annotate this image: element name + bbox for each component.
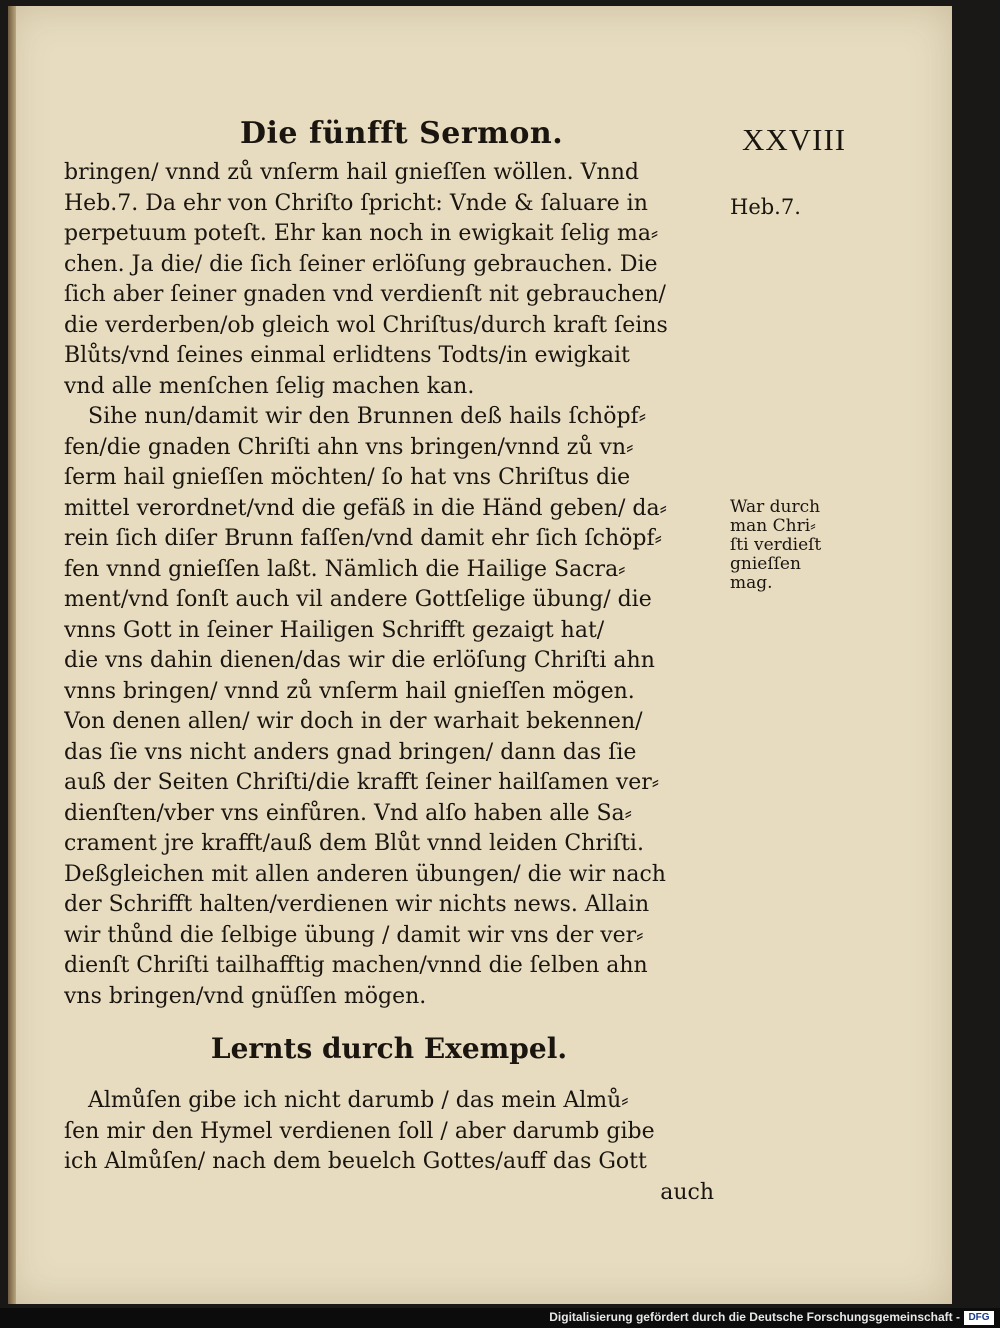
page-gutter-edge — [8, 6, 16, 1304]
section-heading: Lernts durch Exempel. — [210, 1032, 568, 1065]
text-line: fen vnnd gnieſſen laßt. Nämlich die Hailige Sacra⸗ — [64, 556, 626, 582]
text-line: Blůts/vnd ſeines einmal erlidtens Todts/in ewigkait — [64, 343, 630, 368]
text-line: vnd alle menſchen ſelig machen kan. — [64, 373, 475, 399]
text-line: fen/die gnaden Chriſti ahn vns bringen/vnnd zů vn⸗ — [64, 434, 634, 460]
text-line: der Schrifft halten/verdienen wir nichts news. Allain — [64, 892, 650, 917]
text-line: vnns bringen/ vnnd zů vnſerm hail gnieſſen mögen. — [64, 678, 635, 704]
marginal-note-line: ſti verdieſt — [730, 535, 822, 555]
dfg-logo-icon: DFG — [964, 1311, 994, 1325]
text-line: Von denen allen/ wir doch in der warhait bekennen/ — [64, 709, 643, 734]
text-line: vnns Gott in ſeiner Hailigen Schrifft gezaigt hat/ — [64, 617, 605, 643]
text-line: dienſt Chriſti tailhafftig machen/vnnd die ſelben ahn — [64, 953, 648, 978]
text-line: Almůſen gibe ich nicht darumb / das mein Almů⸗ — [88, 1088, 629, 1113]
text-line: ich Almůſen/ nach dem beuelch Gottes/auff das Gott — [64, 1149, 647, 1174]
marginal-note-line: man Chri⸗ — [730, 516, 816, 536]
marginal-note-line: War durch — [730, 497, 821, 517]
text-line: ſich aber ſeiner gnaden vnd verdienſt nit gebrauchen/ — [64, 282, 666, 307]
text-line: auß der Seiten Chriſti/die krafft ſeiner hailſamen ver⸗ — [64, 770, 660, 795]
text-line: ſerm hail gnieſſen möchten/ ſo hat vns Chriſtus die — [64, 465, 631, 490]
text-line: ſen mir den Hymel verdienen ſoll / aber darumb gibe — [64, 1118, 655, 1144]
text-line: Heb.7. Da ehr von Chriſto ſpricht: Vnde & ſaluare in — [64, 190, 648, 216]
text-line: perpetuum poteſt. Ehr kan noch in ewigkait ſelig ma⸗ — [64, 221, 659, 246]
folio-number: XXVIII — [742, 122, 847, 157]
text-line: chen. Ja die/ die ſich ſeiner erlöſung gebrauchen. Die — [64, 251, 658, 277]
digitization-footer — [0, 1308, 1000, 1328]
marginal-note-line: mag. — [730, 573, 773, 593]
text-line: vns bringen/vnd gnüſſen mögen. — [64, 983, 427, 1009]
marginal-note — [730, 498, 840, 593]
book-page — [8, 6, 952, 1304]
marginal-reference-heb: Heb.7. — [730, 195, 801, 219]
text-line: die vns dahin dienen/das wir die erlöſung Chriſti ahn — [64, 648, 655, 673]
funding-credit: Digitalisierung gefördert durch die Deutsche Forschungsgemeinschaft - — [549, 1310, 960, 1324]
text-line: mittel verordnet/vnd die gefäß in die Händ geben/ da⸗ — [64, 495, 667, 521]
marginal-note-line: gnieſſen — [730, 554, 801, 574]
text-line: Deßgleichen mit allen anderen übungen/ die wir nach — [64, 861, 666, 887]
text-line: rein ſich diſer Brunn faſſen/vnd damit ehr ſich ſchöpf⸗ — [64, 526, 662, 551]
text-line: wir thůnd die ſelbige übung / damit wir vns der ver⸗ — [64, 922, 644, 948]
text-line: dienſten/vber vns einfůren. Vnd alſo haben alle Sa⸗ — [64, 800, 632, 826]
text-line: die verderben/ob gleich wol Chriſtus/durch kraft ſeins — [64, 312, 668, 338]
text-line: Sihe nun/damit wir den Brunnen deß hails ſchöpf⸗ — [88, 404, 647, 429]
text-line: crament jre krafft/auß dem Blůt vnnd leiden Chriſti. — [64, 831, 644, 856]
text-line: ment/vnd ſonſt auch vil andere Gottſelige übung/ die — [64, 587, 652, 612]
main-text-block — [64, 158, 744, 1208]
catchword: auch — [660, 1179, 714, 1205]
text-line: das ſie vns nicht anders gnad bringen/ dann das ſie — [64, 739, 637, 765]
running-head-title: Die fünfft Sermon. — [240, 116, 564, 151]
text-line: bringen/ vnnd zů vnſerm hail gnieſſen wöllen. Vnnd — [64, 160, 639, 185]
